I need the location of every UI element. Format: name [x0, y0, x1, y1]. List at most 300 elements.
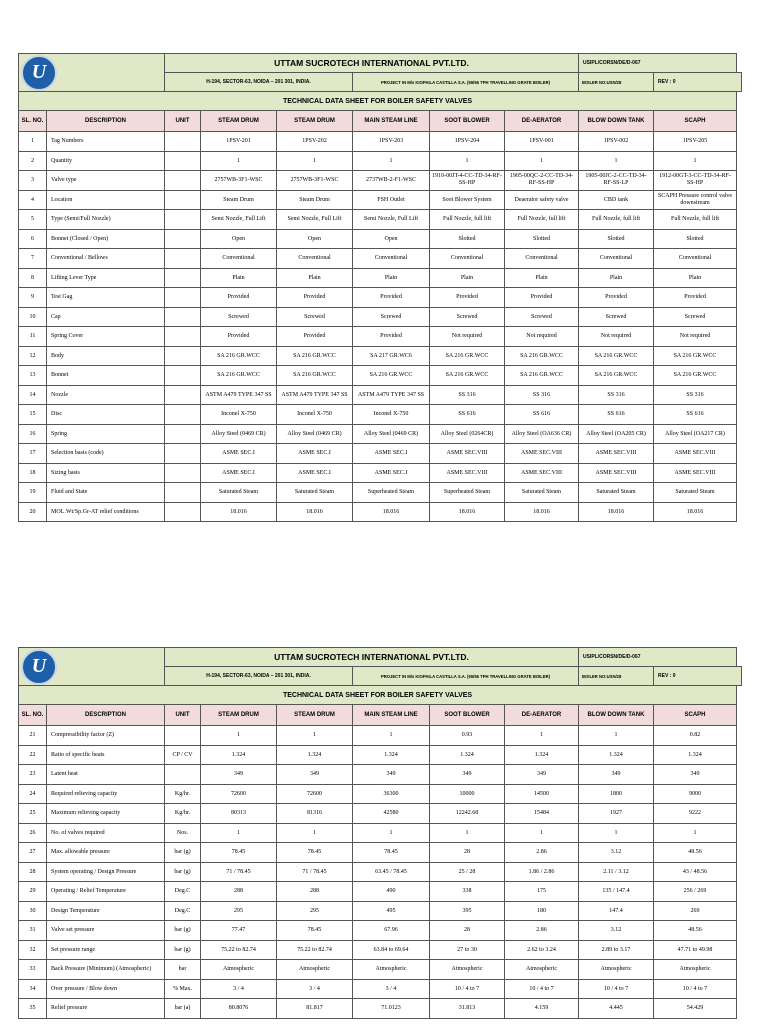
row-value-cell: 81.817 — [277, 999, 353, 1019]
row-value-cell: 80.8076 — [201, 999, 277, 1019]
row-value-cell: SS 616 — [505, 405, 579, 425]
row-value-cell: SA 216 GR.WCC — [654, 346, 737, 366]
row-value-cell: ASME SEC.VIII — [654, 444, 737, 464]
row-value-cell: 63.45 / 78.45 — [353, 862, 430, 882]
row-value-cell: 1 — [277, 823, 353, 843]
row-value-cell: SA 216 GR.WCC — [654, 366, 737, 386]
row-value-cell: 2.86 — [505, 921, 579, 941]
row-description: No. of valves required — [47, 823, 165, 843]
row-value-cell: SA 216 GR.WCC — [430, 366, 505, 386]
row-value-cell: Inconel X-750 — [353, 405, 430, 425]
column-header-scaph: SCAPH — [654, 705, 737, 726]
row-value-cell: 1.324 — [277, 745, 353, 765]
row-value-cell: 18.016 — [579, 502, 654, 522]
row-value-cell: 2757WB-3F1-WSC — [277, 171, 353, 191]
row-value-cell: 18.016 — [201, 502, 277, 522]
row-description: Max. allowable pressure — [47, 843, 165, 863]
row-value-cell: Screwed — [654, 307, 737, 327]
row-description: Lifting Lever Type — [47, 268, 165, 288]
row-description: Fluid and State — [47, 483, 165, 503]
row-value-cell: SA 216 GR.WCC — [277, 346, 353, 366]
row-description: Bonnet (Closed / Open) — [47, 229, 165, 249]
data-sheet-table — [18, 53, 742, 522]
column-header-soot-blower: SOOT BLOWER — [430, 705, 505, 726]
row-description: Quantity — [47, 151, 165, 171]
row-value-cell: 78.45 — [277, 843, 353, 863]
row-value-cell: SCAPH Pressure control valve downstream — [654, 190, 737, 210]
row-value-cell: 1 — [277, 726, 353, 746]
row-value-cell: ASME SEC.VIII — [505, 463, 579, 483]
row-value-cell: Inconel X-750 — [201, 405, 277, 425]
row-value-cell: 1 — [353, 726, 430, 746]
row-value-cell: 147.4 — [579, 901, 654, 921]
row-sl-no: 26 — [19, 823, 47, 843]
row-value-cell: ASME SEC.I — [353, 444, 430, 464]
row-value-cell: SS 616 — [654, 405, 737, 425]
row-value-cell: Soot Blower System — [430, 190, 505, 210]
row-value-cell: SA 216 GR.WCC — [505, 346, 579, 366]
row-value-cell: 78.45 — [353, 843, 430, 863]
row-value-cell: Conventional — [201, 249, 277, 269]
table-row — [19, 405, 742, 425]
row-description: Conventional / Bellows — [47, 249, 165, 269]
table-row — [19, 784, 742, 804]
row-sl-no: 17 — [19, 444, 47, 464]
column-header-description: DESCRIPTION — [47, 111, 165, 132]
row-value-cell: 10 / 4 to 7 — [505, 979, 579, 999]
row-value-cell: SS 316 — [654, 385, 737, 405]
row-unit: Kg/hr. — [165, 804, 201, 824]
table-row — [19, 745, 742, 765]
row-sl-no: 35 — [19, 999, 47, 1019]
row-value-cell: 1.324 — [654, 745, 737, 765]
row-value-cell: Alloy Steel (0469 CR) — [277, 424, 353, 444]
row-value-cell: ASME SEC.VIII — [505, 444, 579, 464]
row-unit — [165, 444, 201, 464]
table-row — [19, 882, 742, 902]
row-value-cell: 288 — [201, 882, 277, 902]
row-value-cell: 54.429 — [654, 999, 737, 1019]
table-row — [19, 288, 742, 308]
row-value-cell: 2.62 to 3.24 — [505, 940, 579, 960]
row-sl-no: 31 — [19, 921, 47, 941]
row-value-cell: 28 — [430, 921, 505, 941]
row-unit — [165, 229, 201, 249]
row-value-cell: 42580 — [353, 804, 430, 824]
row-unit: Deg.C — [165, 901, 201, 921]
row-value-cell: Conventional — [579, 249, 654, 269]
row-value-cell: Semi Nozzle, Full Lift — [277, 210, 353, 230]
row-value-cell: Conventional — [505, 249, 579, 269]
row-value-cell: Full Nozzle, full lift — [579, 210, 654, 230]
table-row — [19, 268, 742, 288]
table-row — [19, 979, 742, 999]
row-description: Valve set pressure — [47, 921, 165, 941]
row-value-cell: 1 — [277, 151, 353, 171]
row-value-cell: Provided — [353, 288, 430, 308]
row-sl-no: 18 — [19, 463, 47, 483]
row-value-cell: 1 — [353, 151, 430, 171]
row-value-cell: 67.96 — [353, 921, 430, 941]
row-unit — [165, 327, 201, 347]
row-value-cell: Saturated Steam — [505, 483, 579, 503]
row-unit — [165, 268, 201, 288]
row-value-cell: ASTM A479 TYPE 347 SS — [353, 385, 430, 405]
row-value-cell: Full Nozzle, full lift — [430, 210, 505, 230]
row-value-cell: 349 — [353, 765, 430, 785]
row-value-cell: 48.56 — [654, 921, 737, 941]
row-value-cell: Alloy Steel (0264CR) — [430, 424, 505, 444]
table-row — [19, 229, 742, 249]
row-sl-no: 5 — [19, 210, 47, 230]
row-value-cell: Screwed — [579, 307, 654, 327]
table-row — [19, 502, 742, 522]
row-description: Test Gag — [47, 288, 165, 308]
row-value-cell: ASME SEC.I — [201, 463, 277, 483]
row-value-cell: 3 / 4 — [353, 979, 430, 999]
row-unit: Kg/hr. — [165, 784, 201, 804]
row-value-cell: ASME SEC.VIII — [579, 463, 654, 483]
row-unit — [165, 726, 201, 746]
row-unit — [165, 385, 201, 405]
row-value-cell: 47.71 to 49.98 — [654, 940, 737, 960]
row-value-cell: 1PSV-205 — [654, 132, 737, 152]
row-value-cell: 63.84 to 69.64 — [353, 940, 430, 960]
row-sl-no: 13 — [19, 366, 47, 386]
row-unit — [165, 463, 201, 483]
table-row — [19, 327, 742, 347]
row-value-cell: Slotted — [505, 229, 579, 249]
row-value-cell: 288 — [277, 882, 353, 902]
row-value-cell: 18.016 — [353, 502, 430, 522]
row-unit: CP / CV — [165, 745, 201, 765]
column-header-steam-drum-2: STEAM DRUM — [277, 111, 353, 132]
row-value-cell: 72600 — [201, 784, 277, 804]
row-unit — [165, 346, 201, 366]
row-value-cell: Screwed — [277, 307, 353, 327]
row-value-cell: Deaerator safety valve — [505, 190, 579, 210]
row-value-cell: 3 / 4 — [277, 979, 353, 999]
row-unit — [165, 405, 201, 425]
row-value-cell: CBD tank — [579, 190, 654, 210]
row-value-cell: Plain — [201, 268, 277, 288]
company-address: H-194, SECTOR-63, NOIDA – 201 301, INDIA. — [165, 73, 353, 92]
row-sl-no: 14 — [19, 385, 47, 405]
row-value-cell: ASME SEC.VIII — [430, 463, 505, 483]
row-value-cell: 71 / 78.45 — [277, 862, 353, 882]
row-value-cell: 1 — [654, 823, 737, 843]
row-value-cell: SA 216 GR.WCC — [579, 346, 654, 366]
row-value-cell: 2757WB-3F1-WSC — [201, 171, 277, 191]
row-value-cell: SS 616 — [430, 405, 505, 425]
row-value-cell: 1 — [505, 823, 579, 843]
row-sl-no: 22 — [19, 745, 47, 765]
row-value-cell: SA 216 GR.WCC — [201, 366, 277, 386]
row-sl-no: 9 — [19, 288, 47, 308]
row-value-cell: Conventional — [654, 249, 737, 269]
row-value-cell: 31.813 — [430, 999, 505, 1019]
boiler-number: BOILER NO:USN/28 — [579, 73, 654, 92]
table-row — [19, 132, 742, 152]
row-value-cell: 1912-00GT-3-CC-TD-34-RF-SS-HP — [654, 171, 737, 191]
row-value-cell: Saturated Steam — [201, 483, 277, 503]
row-value-cell: SA 216 GR.WCC — [201, 346, 277, 366]
row-value-cell: 1 — [579, 151, 654, 171]
table-row — [19, 726, 742, 746]
row-value-cell: 1PSV-201 — [201, 132, 277, 152]
row-sl-no: 32 — [19, 940, 47, 960]
row-value-cell: SA 216 GR.WCC — [277, 366, 353, 386]
row-value-cell: Steam Drum — [201, 190, 277, 210]
row-value-cell: 256 / 269 — [654, 882, 737, 902]
row-value-cell: 4.159 — [505, 999, 579, 1019]
logo-icon — [21, 649, 57, 685]
row-unit — [165, 190, 201, 210]
row-value-cell: 75.22 to 82.74 — [201, 940, 277, 960]
table-row — [19, 444, 742, 464]
row-value-cell: 1PSV-204 — [430, 132, 505, 152]
row-unit: bar (a) — [165, 999, 201, 1019]
row-value-cell: 349 — [579, 765, 654, 785]
sheet-title: TECHNICAL DATA SHEET FOR BOILER SAFETY VALVES — [19, 686, 737, 705]
row-description: Over pressure / Blow down — [47, 979, 165, 999]
row-value-cell: SS 316 — [579, 385, 654, 405]
row-value-cell: 71 / 78.45 — [201, 862, 277, 882]
row-sl-no: 4 — [19, 190, 47, 210]
row-value-cell: 28 — [430, 843, 505, 863]
row-sl-no: 20 — [19, 502, 47, 522]
row-description: Back Pressure (Minimum) (Atmospheric) — [47, 960, 165, 980]
row-value-cell: 12242.68 — [430, 804, 505, 824]
column-header-steam-drum-2: STEAM DRUM — [277, 705, 353, 726]
row-value-cell: 14500 — [505, 784, 579, 804]
row-value-cell: 349 — [505, 765, 579, 785]
row-value-cell: Provided — [505, 288, 579, 308]
row-value-cell: 2.86 — [505, 843, 579, 863]
row-value-cell: 495 — [353, 901, 430, 921]
row-value-cell: Open — [277, 229, 353, 249]
row-value-cell: Alloy Steel (OA217 CR) — [654, 424, 737, 444]
row-value-cell: 9000 — [654, 784, 737, 804]
row-value-cell: 1PSV-002 — [579, 132, 654, 152]
row-sl-no: 25 — [19, 804, 47, 824]
row-value-cell: 1 — [579, 726, 654, 746]
row-value-cell: 1905-00QC-2-CC-TD-34-RF-SS-HP — [505, 171, 579, 191]
column-header-de-aerator: DE-AERATOR — [505, 705, 579, 726]
row-sl-no: 34 — [19, 979, 47, 999]
row-unit — [165, 132, 201, 152]
column-header-blow-down-tank: BLOW DOWN TANK — [579, 705, 654, 726]
row-value-cell: Plain — [430, 268, 505, 288]
row-value-cell: 349 — [201, 765, 277, 785]
row-description: Bonnet — [47, 366, 165, 386]
row-sl-no: 15 — [19, 405, 47, 425]
row-value-cell: Plain — [505, 268, 579, 288]
row-value-cell: 1PSV-202 — [277, 132, 353, 152]
row-value-cell: 1.324 — [505, 745, 579, 765]
table-row — [19, 385, 742, 405]
row-description: Sizing basis — [47, 463, 165, 483]
row-description: Cap — [47, 307, 165, 327]
row-value-cell: 1.324 — [579, 745, 654, 765]
row-value-cell: Semi Nozzle, Full Lift — [201, 210, 277, 230]
table-row — [19, 210, 742, 230]
row-description: Required relieving capacity — [47, 784, 165, 804]
row-sl-no: 29 — [19, 882, 47, 902]
row-unit: Nos. — [165, 823, 201, 843]
row-value-cell: 27 to 30 — [430, 940, 505, 960]
row-value-cell: SA 216 GR.WCC — [430, 346, 505, 366]
row-value-cell: FSH Outlet — [353, 190, 430, 210]
row-value-cell: 175 — [505, 882, 579, 902]
row-value-cell: Superheated Steam — [430, 483, 505, 503]
row-value-cell: Alloy Steel (0469 CR) — [201, 424, 277, 444]
row-value-cell: 75.22 to 82.74 — [277, 940, 353, 960]
row-value-cell: 1 — [430, 823, 505, 843]
row-unit: bar (g) — [165, 843, 201, 863]
row-unit — [165, 307, 201, 327]
data-sheet-table — [18, 647, 742, 1019]
table-row — [19, 346, 742, 366]
row-value-cell: ASME SEC.VIII — [430, 444, 505, 464]
table-row — [19, 960, 742, 980]
row-value-cell: 1 — [201, 726, 277, 746]
column-header-scaph: SCAPH — [654, 111, 737, 132]
row-value-cell: 10 / 4 to 7 — [654, 979, 737, 999]
row-value-cell: Alloy Steel (OA205 CR) — [579, 424, 654, 444]
row-description: Operating / Relief Temperature — [47, 882, 165, 902]
row-description: Type (Semi/Full Nozzle) — [47, 210, 165, 230]
row-value-cell: 349 — [654, 765, 737, 785]
row-value-cell: Screwed — [201, 307, 277, 327]
row-value-cell: ASME SEC.I — [201, 444, 277, 464]
row-value-cell: 2.89 to 3.17 — [579, 940, 654, 960]
row-value-cell: SS 616 — [579, 405, 654, 425]
row-value-cell: Provided — [201, 288, 277, 308]
row-value-cell: 135 / 147.4 — [579, 882, 654, 902]
row-value-cell: 9222 — [654, 804, 737, 824]
logo-icon — [21, 55, 57, 91]
row-value-cell: 18.016 — [277, 502, 353, 522]
row-unit — [165, 424, 201, 444]
row-value-cell: Screwed — [430, 307, 505, 327]
row-value-cell: 1PSV-203 — [353, 132, 430, 152]
row-value-cell: 395 — [430, 901, 505, 921]
row-unit: % Max. — [165, 979, 201, 999]
row-sl-no: 12 — [19, 346, 47, 366]
row-sl-no: 16 — [19, 424, 47, 444]
company-logo — [19, 648, 165, 686]
row-value-cell: SS 316 — [430, 385, 505, 405]
row-description: Body — [47, 346, 165, 366]
row-unit: bar (g) — [165, 921, 201, 941]
table-row — [19, 823, 742, 843]
row-value-cell: ASME SEC.VIII — [579, 444, 654, 464]
row-value-cell: 1927 — [579, 804, 654, 824]
row-sl-no: 3 — [19, 171, 47, 191]
column-header-main-steam-line: MAIN STEAM LINE — [353, 111, 430, 132]
row-value-cell: 15484 — [505, 804, 579, 824]
row-description: Latent heat — [47, 765, 165, 785]
row-value-cell: 78.45 — [201, 843, 277, 863]
project-name: PROJECT IN M/s KIOPAILA CASTILLA S.A. (55/55 TPH TRAVELLING GRATE BOILER) — [353, 73, 579, 92]
row-value-cell: 18.016 — [505, 502, 579, 522]
company-address: H-194, SECTOR-63, NOIDA – 201 301, INDIA. — [165, 667, 353, 686]
column-header-description: DESCRIPTION — [47, 705, 165, 726]
row-value-cell: 349 — [277, 765, 353, 785]
row-value-cell: Alloy Steel (0469 CR) — [353, 424, 430, 444]
row-unit — [165, 210, 201, 230]
table-row — [19, 366, 742, 386]
row-sl-no: 11 — [19, 327, 47, 347]
row-value-cell: SS 316 — [505, 385, 579, 405]
row-value-cell: 269 — [654, 901, 737, 921]
company-logo — [19, 54, 165, 92]
table-row — [19, 765, 742, 785]
table-row — [19, 901, 742, 921]
sheet-title: TECHNICAL DATA SHEET FOR BOILER SAFETY VALVES — [19, 92, 737, 111]
row-value-cell: Provided — [579, 288, 654, 308]
row-value-cell: 180 — [505, 901, 579, 921]
row-value-cell: 10000 — [430, 784, 505, 804]
row-sl-no: 6 — [19, 229, 47, 249]
row-value-cell: Full Nozzle, full lift — [654, 210, 737, 230]
row-value-cell: Atmospheric — [430, 960, 505, 980]
table-row — [19, 171, 742, 191]
row-sl-no: 8 — [19, 268, 47, 288]
row-value-cell: Not required — [430, 327, 505, 347]
row-value-cell: 490 — [353, 882, 430, 902]
row-value-cell: 18.016 — [654, 502, 737, 522]
row-value-cell: 36300 — [353, 784, 430, 804]
row-description: Maximum relieving capacity — [47, 804, 165, 824]
column-header-blow-down-tank: BLOW DOWN TANK — [579, 111, 654, 132]
row-value-cell: Slotted — [579, 229, 654, 249]
table-row — [19, 463, 742, 483]
company-name: UTTAM SUCROTECH INTERNATIONAL PVT.LTD. — [165, 648, 579, 667]
row-value-cell: 3.12 — [579, 843, 654, 863]
table-row — [19, 483, 742, 503]
row-value-cell: 1.324 — [430, 745, 505, 765]
row-value-cell: Provided — [353, 327, 430, 347]
row-value-cell: Provided — [277, 288, 353, 308]
table-row — [19, 424, 742, 444]
table-row — [19, 190, 742, 210]
row-value-cell: 43 / 48.56 — [654, 862, 737, 882]
column-header-steam-drum-1: STEAM DRUM — [201, 111, 277, 132]
row-value-cell: Plain — [654, 268, 737, 288]
row-value-cell: 1800 — [579, 784, 654, 804]
document-number: USIPL/CORSN/DE/D-067 — [579, 648, 737, 667]
row-value-cell: 349 — [430, 765, 505, 785]
row-value-cell: Not required — [579, 327, 654, 347]
row-unit — [165, 249, 201, 269]
table-row — [19, 940, 742, 960]
row-description: Set pressure range — [47, 940, 165, 960]
row-sl-no: 33 — [19, 960, 47, 980]
row-value-cell: 10 / 4 to 7 — [430, 979, 505, 999]
row-value-cell: ASME SEC.VIII — [654, 463, 737, 483]
row-value-cell: 295 — [277, 901, 353, 921]
row-value-cell: Atmospheric — [353, 960, 430, 980]
boiler-number: BOILER NO:USN/28 — [579, 667, 654, 686]
row-value-cell: Provided — [654, 288, 737, 308]
row-value-cell: SA 216 GR.WCC — [505, 366, 579, 386]
row-value-cell: 81316 — [277, 804, 353, 824]
project-name: PROJECT IN M/s KIOPAILA CASTILLA S.A. (55/55 TPH TRAVELLING GRATE BOILER) — [353, 667, 579, 686]
row-value-cell: Plain — [277, 268, 353, 288]
row-value-cell: SA 217 GR.WC6 — [353, 346, 430, 366]
